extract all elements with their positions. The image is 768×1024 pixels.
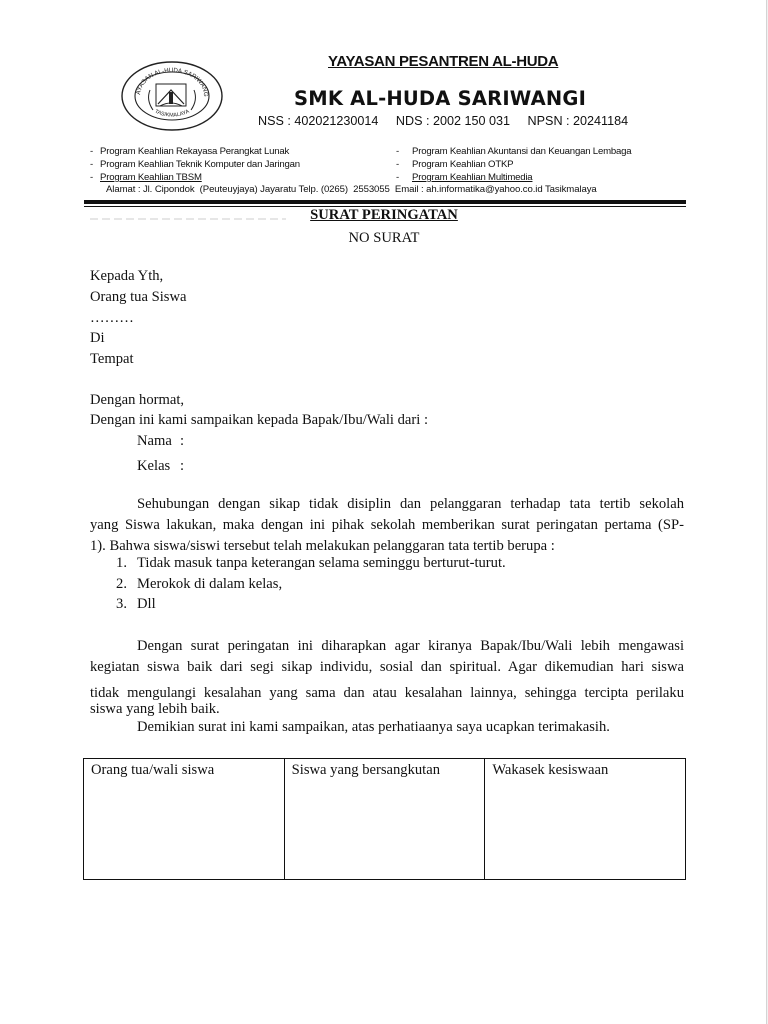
closing-line: Demikian surat ini kami sampaikan, atas perhatiaanya saya ucapkan terimakasih. [137, 719, 610, 735]
signature-cell-parent: Orang tua/wali siswa [84, 759, 285, 880]
recipient-line: Kepada Yth, [90, 268, 164, 284]
program-item: - Program Keahlian TBSM [90, 172, 202, 183]
paragraph-line: siswa yang lebih baik. [90, 701, 220, 717]
field-nama-separator: : [180, 433, 185, 449]
school-logo-seal [120, 60, 224, 132]
letterhead-rule-thick [84, 200, 686, 204]
paragraph-line: yang Siswa lakukan, maka dengan ini pihak sekolah memberikan surat peringatan pertama (SP- [90, 517, 684, 533]
recipient-line: Tempat [90, 351, 134, 367]
recipient-line: ……… [90, 310, 134, 326]
program-item: - Program Keahlian Teknik Komputer dan Jaringan [90, 159, 300, 170]
foundation-name: YAYASAN PESANTREN AL-HUDA [328, 53, 559, 70]
paragraph-line: kegiatan siswa baik dari segi sikap individu, sosial dan spiritual. Agar dikemudian hari siswa [90, 659, 684, 675]
logo-text-bottom: TASIKMALAYA [153, 108, 191, 119]
paragraph-line: 1). Bahwa siswa/siswi tersebut telah melakukan pelanggaran tata tertib berupa : [90, 538, 555, 554]
signature-cell-vice-principal: Wakasek kesiswaan [485, 759, 686, 880]
paragraph-line: Dengan surat peringatan ini diharapkan agar kiranya Bapak/Ibu/Wali lebih mengawasi [137, 638, 684, 654]
recipient-line: Di [90, 330, 105, 346]
program-item: - Program Keahlian Multimedia [396, 172, 533, 183]
paragraph-1 [90, 494, 684, 557]
paragraph-line: tidak mengulangi kesalahan yang sama dan atau kesalahan lainnya, sehingga tercipta perilaku [90, 685, 684, 701]
programs-right-list [396, 145, 631, 184]
logo-text-top: AYASAN AL-HUDA SARIWANG [135, 66, 210, 97]
violation-item: 2. Merokok di dalam kelas, [116, 576, 283, 592]
recipient-line: Orang tua Siswa [90, 289, 187, 305]
field-nama-label: Nama [137, 433, 172, 449]
violation-item: 1. Tidak masuk tanpa keterangan selama seminggu berturut-turut. [116, 555, 506, 571]
svg-text:TASIKMALAYA [154, 108, 191, 118]
letter-title: SURAT PERINGATAN [310, 207, 458, 223]
signature-table [83, 758, 686, 880]
intro-line: Dengan ini kami sampaikan kepada Bapak/Ibu/Wali dari : [90, 412, 429, 428]
greeting: Dengan hormat, [90, 392, 185, 408]
paragraph-2 [90, 636, 684, 678]
letter-number: NO SURAT [348, 230, 420, 246]
program-item: - Program Keahlian Akuntansi dan Keuangan Lembaga [396, 146, 632, 157]
school-name: SMK AL-HUDA SARIWANGI [294, 87, 587, 110]
program-item: - Program Keahlian Rekayasa Perangkat Lunak [90, 146, 290, 157]
paragraph-2-continued [90, 685, 684, 717]
paragraph-line: Sehubungan dengan sikap tidak disiplin dan pelanggaran terhadap tata tertib sekolah [137, 496, 684, 512]
programs-left-list [90, 145, 300, 184]
field-kelas-label: Kelas [137, 458, 171, 474]
field-kelas-separator: : [180, 458, 185, 474]
program-item: - Program Keahlian OTKP [396, 159, 514, 170]
violation-item: 3. Dll [116, 596, 156, 612]
signature-cell-student: Siswa yang bersangkutan [284, 759, 485, 880]
school-identifiers: NSS : 402021230014 NDS : 2002 150 031 NPSN : 20241184 [258, 114, 629, 128]
school-address: Alamat : Jl. Cipondok (Peuteuyjaya) Jayaratu Telp. (0265) 2553055 Email : ah.informatika@yahoo.co.id Tasikmalaya [106, 184, 597, 195]
